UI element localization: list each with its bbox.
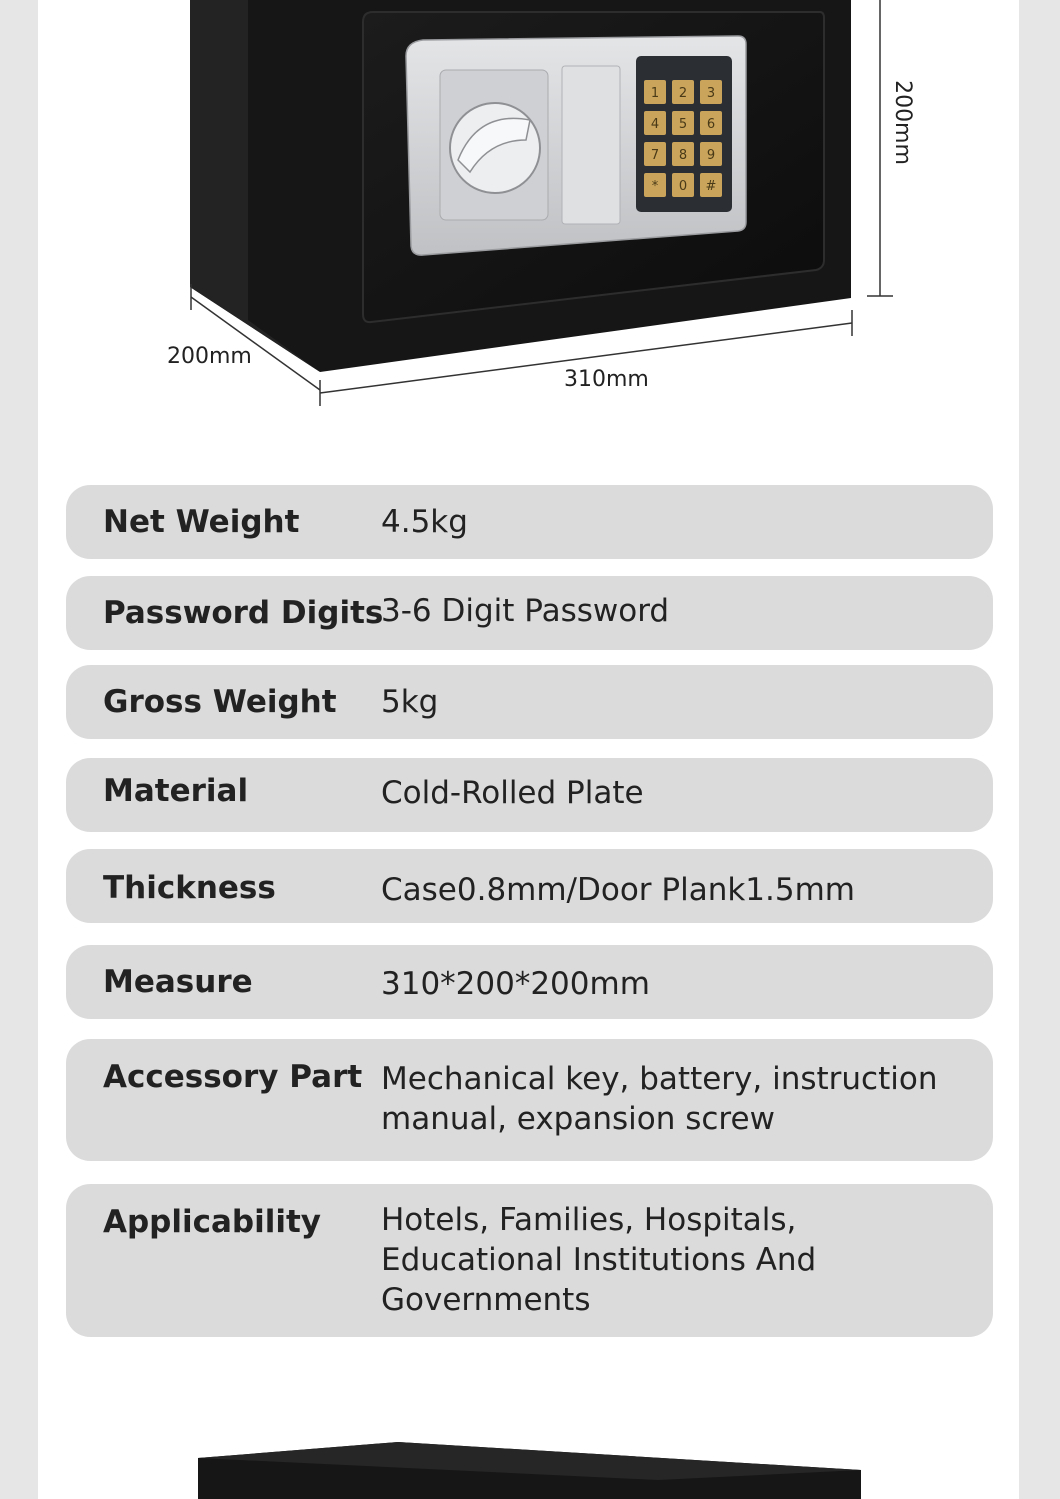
- spec-label: Gross Weight: [103, 684, 337, 720]
- keypad-key-label: #: [705, 179, 717, 194]
- width-dimension-label: 310mm: [564, 367, 649, 392]
- spec-row-thickness: [66, 849, 993, 923]
- spec-label: Thickness: [103, 870, 276, 906]
- spec-value: Mechanical key, battery, instruction manual, expansion screw: [381, 1061, 938, 1137]
- safe-top-preview: [198, 1440, 861, 1499]
- keypad-key-label: 9: [706, 148, 716, 163]
- spec-row-gross-weight: [66, 665, 993, 739]
- spec-value: 4.5kg: [381, 504, 468, 540]
- spec-label: Password Digits: [103, 595, 384, 631]
- spec-value: Case0.8mm/Door Plank1.5mm: [381, 872, 856, 908]
- spec-label: Accessory Part: [103, 1059, 363, 1095]
- keypad-key-label: 5: [678, 117, 688, 132]
- spec-row-password-digits: [66, 576, 993, 650]
- keypad-key-label: 8: [678, 148, 688, 163]
- spec-label: Applicability: [103, 1204, 322, 1240]
- spec-value: 310*200*200mm: [381, 966, 650, 1002]
- keypad-key-label: 3: [706, 86, 716, 101]
- spec-row-accessory-part: [66, 1039, 993, 1161]
- keypad-key-label: 2: [678, 86, 688, 101]
- spec-label: Net Weight: [103, 504, 300, 540]
- spec-label: Material: [103, 773, 249, 809]
- spec-row-measure: [66, 945, 993, 1019]
- height-dimension-label: 200mm: [889, 80, 915, 165]
- safe-dimension-figure: [38, 0, 1019, 430]
- spec-row-applicability: [66, 1184, 993, 1337]
- spec-value: Cold-Rolled Plate: [381, 775, 644, 811]
- spec-value: 5kg: [381, 684, 439, 720]
- depth-dimension-label: 200mm: [167, 344, 252, 369]
- keypad-key-label: 0: [678, 179, 688, 194]
- spec-value: Hotels, Families, Hospitals, Educational Institutions And Governments: [381, 1202, 817, 1318]
- keypad-key-label: 7: [650, 148, 660, 163]
- spec-label: Measure: [103, 964, 253, 1000]
- spec-row-material: [66, 758, 993, 832]
- keypad-key-label: 6: [706, 117, 716, 132]
- keypad-key-label: *: [651, 179, 659, 194]
- keypad-key-label: 4: [650, 117, 660, 132]
- product-detail-page: [38, 0, 1019, 1499]
- keypad-key-label: 1: [650, 86, 660, 101]
- battery-cover: [562, 66, 620, 224]
- spec-row-net-weight: [66, 485, 993, 559]
- spec-value: 3-6 Digit Password: [381, 593, 670, 629]
